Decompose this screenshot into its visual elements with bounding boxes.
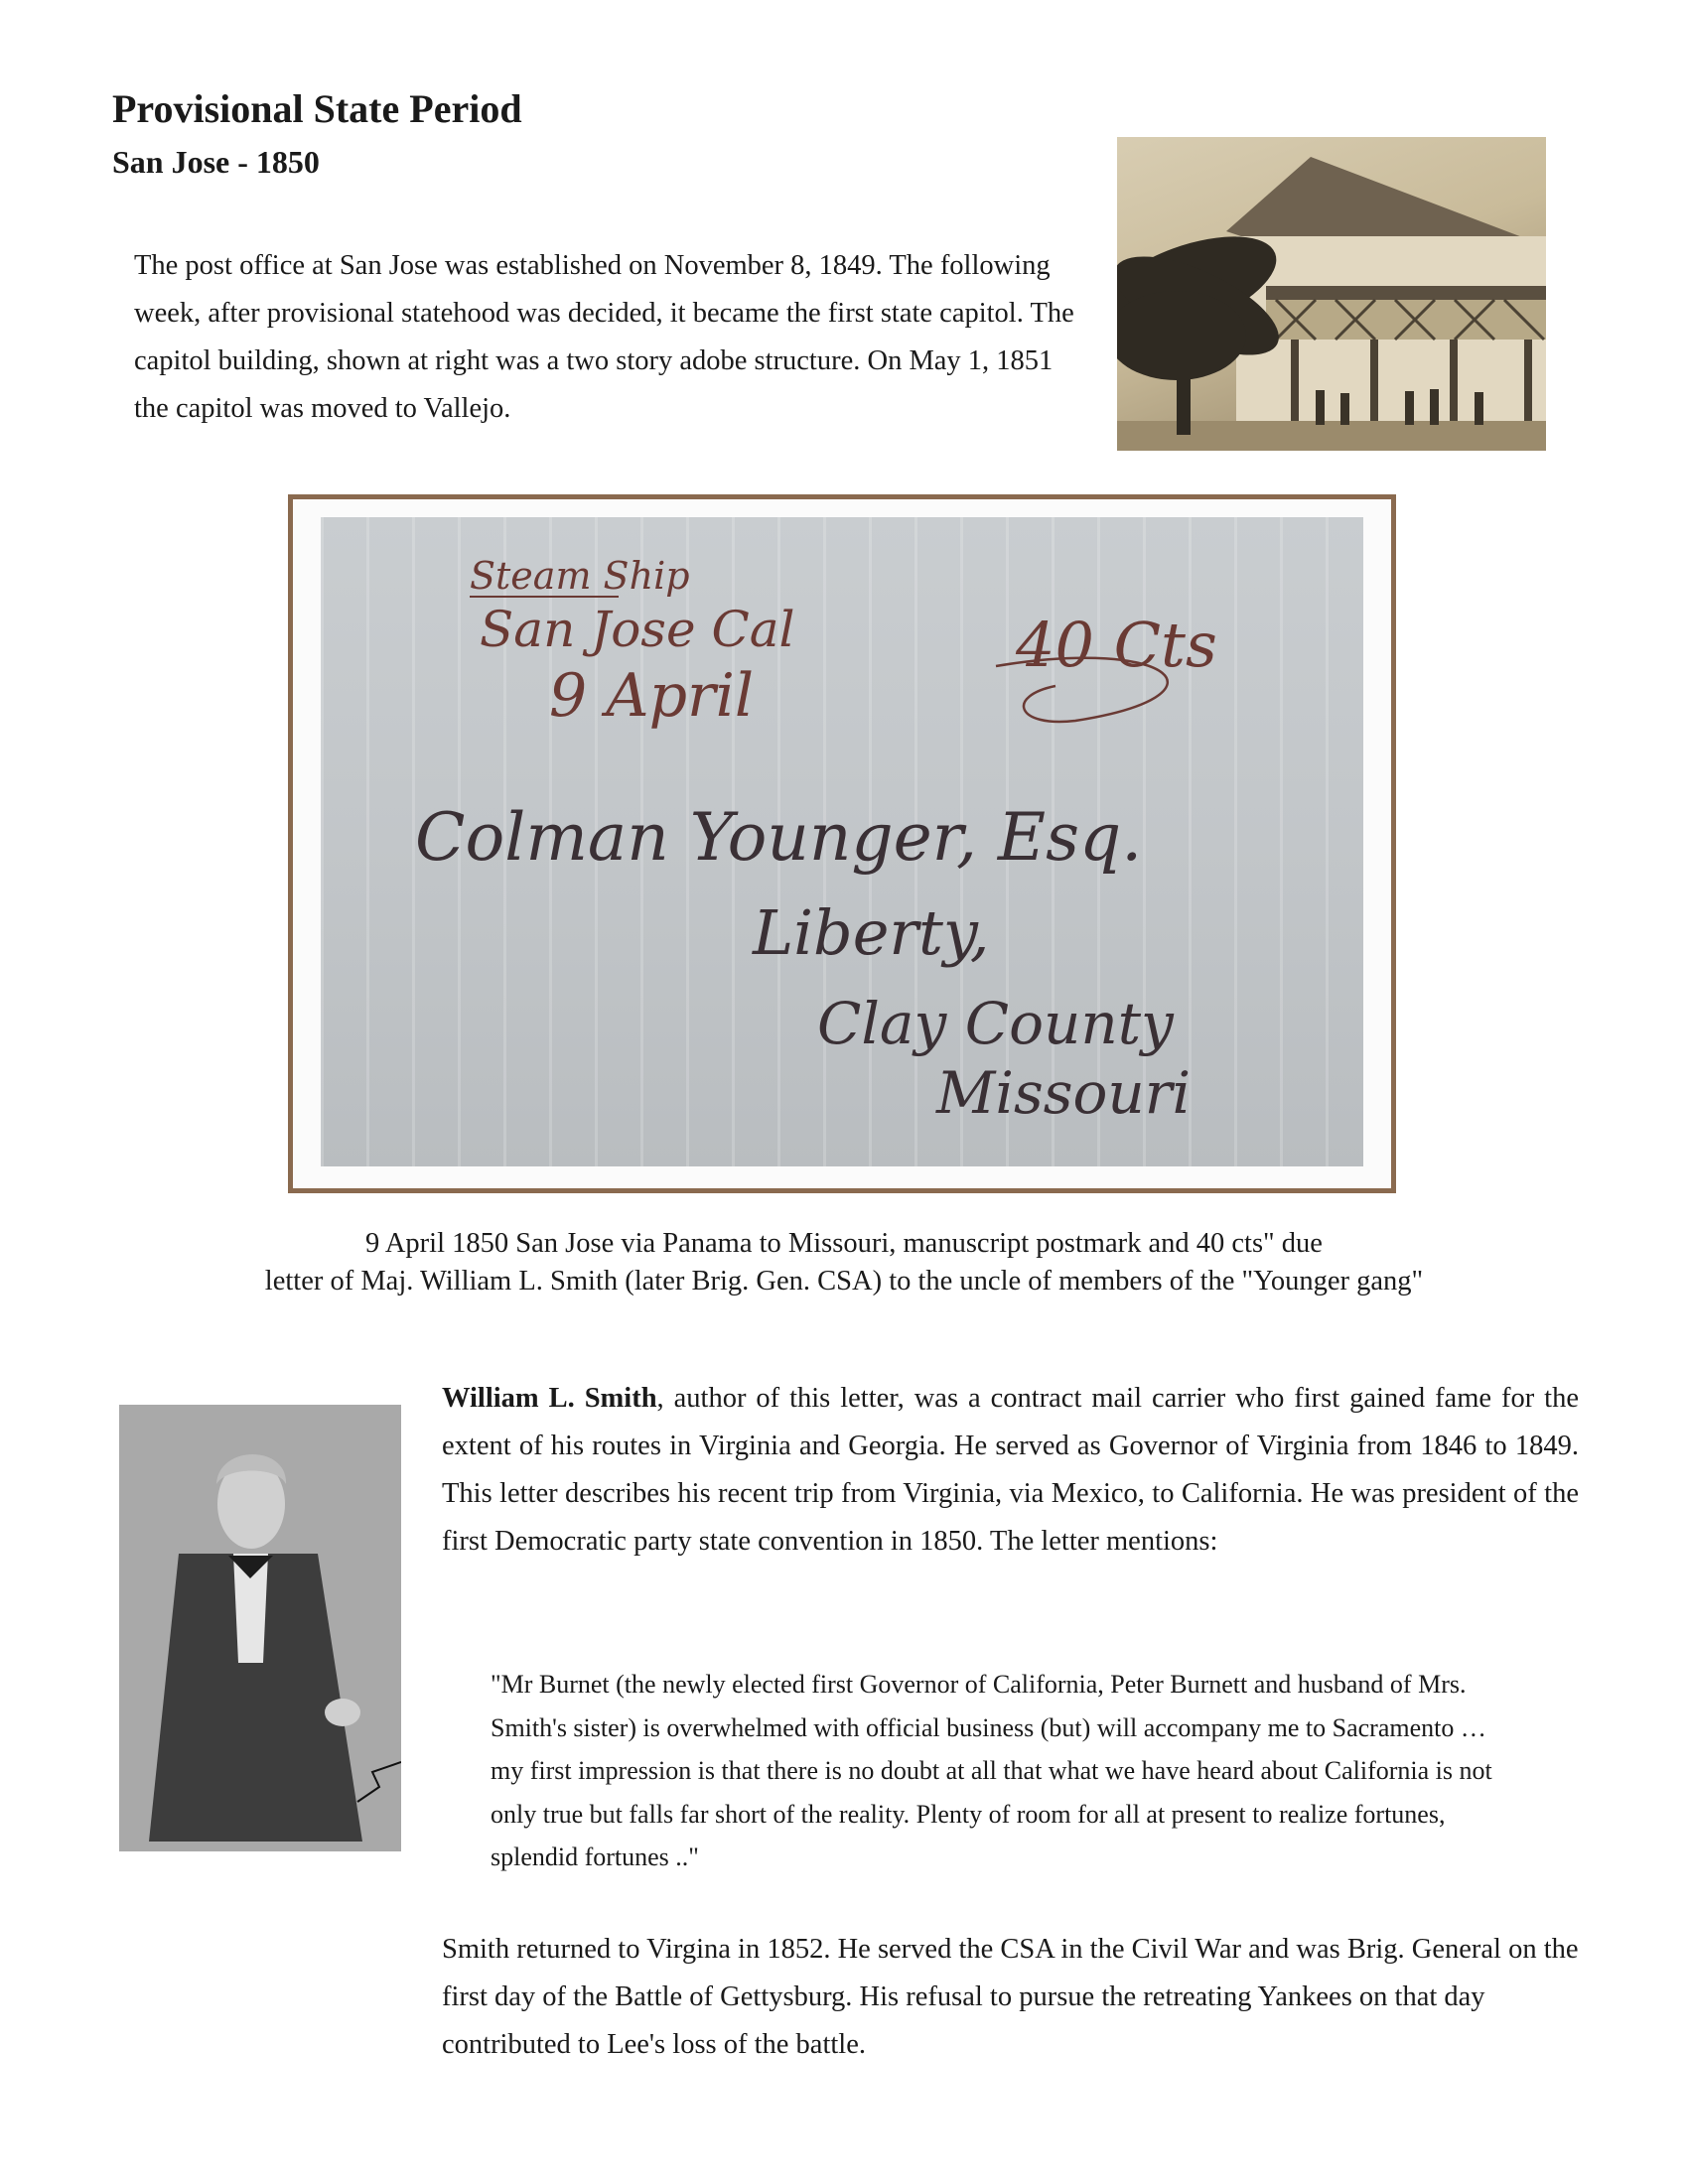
manuscript-rate: 40 Cts [1016,609,1217,681]
manuscript-steamship: Steam Ship [470,554,690,598]
caption-line-1: 9 April 1850 San Jose via Panama to Missouri, manuscript postmark and 40 cts" due [365,1228,1323,1259]
address-line-4: Missouri [936,1059,1192,1127]
capitol-building-illustration [1117,137,1546,451]
address-line-2: Liberty, [753,896,990,969]
bio-name: William L. Smith [442,1383,657,1414]
stampless-folded-letter [321,517,1363,1166]
closing-paragraph: Smith returned to Virgina in 1852. He served the CSA in the Civil War and was Brig. General on the first day of the Battle of Gettysburg. His refusal to pursue the retreating Yankees on that day contributed to Lee's loss of the battle. [442,1934,1579,2060]
address-line-1: Colman Younger, Esq. [415,799,1143,876]
cover-caption [119,1225,1569,1300]
intro-paragraph: The post office at San Jose was established on November 8, 1849. The following week, after provisional statehood was decided, it became the first state capitol. The capitol building, shown at right was a two story adobe structure. On May 1, 1851 the capitol was moved to Vallejo. [134,250,1074,424]
letter-quote: "Mr Burnet (the newly elected first Governor of California, Peter Burnett and husband of Mrs. Smith's sister) is overwhelmed with official business (but) will accompany me to Sacramento … my first impression is that there is no doubt at all that what we have heard about California is not only true but falls far short of the reality. Plenty of room for all at present to realize fortunes, splendid fortunes .." [491,1670,1492,1871]
page-subtitle: San Jose - 1850 [112,144,320,180]
caption-line-2: letter of Maj. William L. Smith (later Brig. Gen. CSA) to the uncle of members of the "Younger gang" [264,1266,1424,1297]
portrait-photo [119,1405,401,1851]
bio-paragraph [442,1375,1579,1566]
capitol-building-photo [1117,137,1546,451]
cover-frame [288,494,1396,1193]
manuscript-date: 9 April [549,661,755,731]
page-title: Provisional State Period [112,86,522,131]
portrait-illustration [119,1405,401,1851]
bio-text: , author of this letter, was a contract mail carrier who first gained fame for the extent of his routes in Virginia and Georgia. He served as Governor of Virginia from 1846 to 1849. This letter describes his recent trip from Virginia, via Mexico, to California. He was president of the first Democratic party state convention in 1850. The letter mentions: [442,1383,1579,1557]
manuscript-markings [321,517,1363,1166]
manuscript-town: San Jose Cal [480,601,795,658]
address-line-3: Clay County [817,990,1174,1057]
